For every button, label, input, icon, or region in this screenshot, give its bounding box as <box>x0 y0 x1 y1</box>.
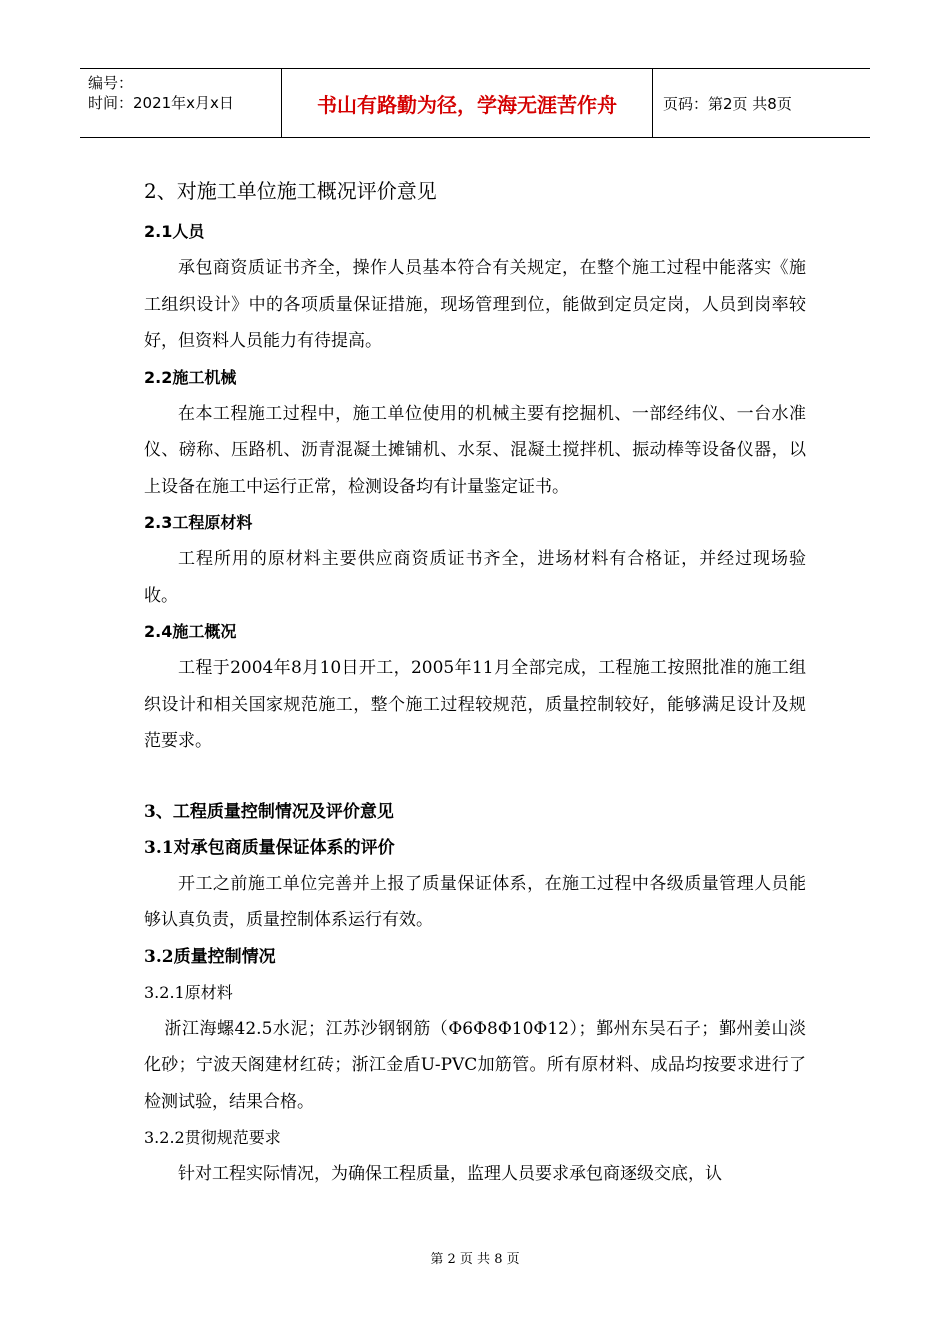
paragraph-2-4: 工程于2004年8月10日开工，2005年11月全部完成，工程施工按照批准的施工组织设计和相关国家规范施工，整个施工过程较规范，质量控制较好，能够满足设计及规范要求。 <box>144 658 806 751</box>
heading-3-2-1: 3.2.1原材料 <box>144 982 233 1002</box>
paragraph-2-2: 在本工程施工过程中，施工单位使用的机械主要有挖掘机、一部经纬仪、一台水准仪、磅称、压路机、沥青混凝土摊铺机、水泵、混凝土搅拌机、振动棒等设备仪器，以上设备在施工中运行正常，检测设备均有计量鉴定证书。 <box>144 403 806 497</box>
header-motto: 书山有路勤为径，学海无涯苦作舟 <box>281 69 653 137</box>
paragraph-3-1: 开工之前施工单位完善并上报了质量保证体系，在施工过程中各级质量管理人员能够认真负责，质量控制体系运行有效。 <box>144 873 806 930</box>
heading-3-2: 3.2质量控制情况 <box>144 946 276 967</box>
section-2-title: 2、对施工单位施工概况评价意见 <box>144 179 437 203</box>
heading-2-2: 2.2施工机械 <box>144 367 237 387</box>
section-3-title: 3、工程质量控制情况及评价意见 <box>144 801 394 822</box>
paragraph-2-3: 工程所用的原材料主要供应商资质证书齐全，进场材料有合格证，并经过现场验收。 <box>144 549 806 606</box>
heading-3-1: 3.1对承包商质量保证体系的评价 <box>144 837 395 858</box>
heading-3-2-2: 3.2.2贯彻规范要求 <box>144 1128 281 1147</box>
time-label: 时间：2021年x月x日 <box>88 94 234 112</box>
heading-2-1: 2.1人员 <box>144 222 205 241</box>
number-label: 编号： <box>88 74 134 92</box>
heading-2-4: 2.4施工概况 <box>144 622 237 641</box>
header-meta <box>80 69 281 137</box>
header-page-info: 页码：第2页 共8页 <box>663 94 792 113</box>
page-footer: 第 2 页 共 8 页 <box>430 1252 520 1267</box>
paragraph-3-2-1: 浙江海螺42.5水泥；江苏沙钢钢筋（Φ6Φ8Φ10Φ12）；鄞州东吴石子；鄞州姜山淡化砂；宁波天阁建材红砖；浙江金盾U-PVC加筋管。所有原材料、成品均按要求进行了检测试验，结果合格。 <box>144 1018 806 1112</box>
paragraph-3-2-2: 针对工程实际情况，为确保工程质量，监理人员要求承包商逐级交底，认 <box>178 1164 722 1184</box>
paragraph-2-1: 承包商资质证书齐全，操作人员基本符合有关规定，在整个施工过程中能落实《施工组织设计》中的各项质量保证措施，现场管理到位，能做到定员定岗，人员到岗率较好，但资料人员能力有待提高。 <box>144 258 806 351</box>
page-header <box>80 68 870 138</box>
spacer <box>144 760 806 794</box>
document-body <box>144 176 806 1193</box>
heading-2-3: 2.3工程原材料 <box>144 513 253 532</box>
